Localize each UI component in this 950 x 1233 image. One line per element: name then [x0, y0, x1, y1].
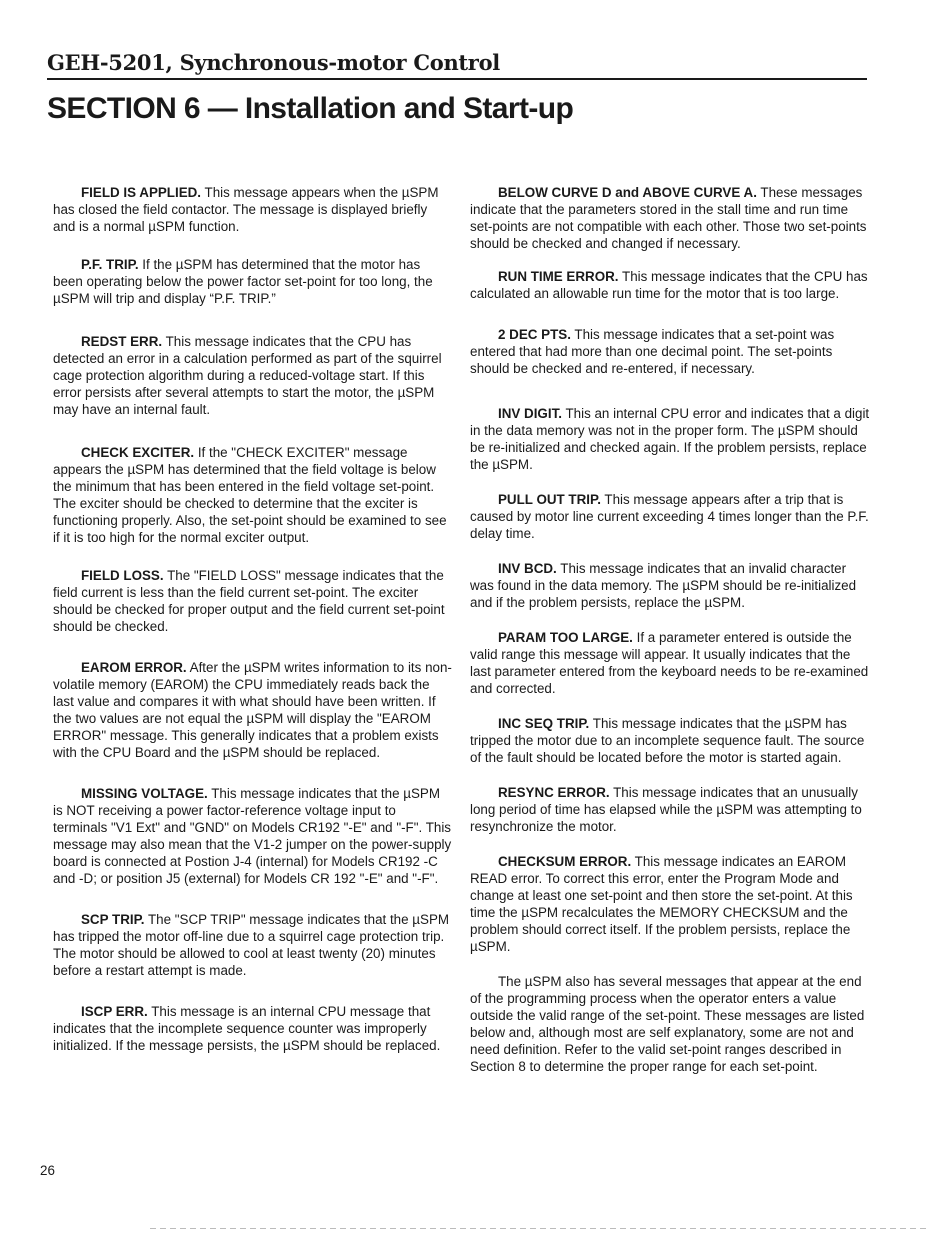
- message-paragraph: [470, 405, 872, 473]
- message-description: This message indicates that the µSPM has tripped the motor due to an incomplete sequence fault. The source of the fault should be located before the motor is started again.: [470, 716, 865, 765]
- message-paragraph: [470, 491, 872, 542]
- right-column: [470, 184, 872, 1075]
- message-term: ISCP ERR.: [81, 1004, 148, 1019]
- message-paragraph: [470, 326, 872, 377]
- message-paragraph: [470, 184, 872, 252]
- message-paragraph: [470, 268, 872, 302]
- message-description: This message is an internal CPU message that indicates that the incomplete sequence counter was improperly initialized. If the message persists, the µSPM should be replaced.: [53, 1004, 441, 1053]
- section-title: SECTION 6 — Installation and Start-up: [47, 92, 574, 125]
- message-paragraph: [53, 444, 453, 546]
- message-description: If the µSPM has determined that the motor has been operating below the power factor set-point for too long, the µSPM will trip and display “P.F. TRIP.”: [53, 257, 433, 306]
- message-term: FIELD IS APPLIED.: [81, 185, 202, 200]
- message-term: REDST ERR.: [81, 334, 163, 349]
- message-term: P.F. TRIP.: [81, 257, 139, 272]
- message-term: PARAM TOO LARGE.: [498, 630, 633, 645]
- message-description: This message appears when the µSPM has closed the field contactor. The message is displayed briefly and is a normal µSPM function.: [53, 185, 439, 234]
- document-header-title: GEH-5201, Synchronous-motor Control: [47, 50, 500, 75]
- message-description: This message indicates that the CPU has calculated an allowable run time for the motor that is too large.: [470, 269, 868, 301]
- message-description: This an internal CPU error and indicates that a digit in the data memory was not in the proper form. The µSPM should be re-initialized and checked again. If the problem persists, replace the µSPM.: [470, 406, 870, 472]
- message-paragraph: [53, 911, 453, 979]
- message-description: The "FIELD LOSS" message indicates that the field current is less than the field current set-point. The exciter should be checked for proper output and the field current set-point should be checked.: [53, 568, 445, 634]
- message-term: BELOW CURVE D and ABOVE CURVE A.: [498, 185, 757, 200]
- message-paragraph: [470, 560, 872, 611]
- message-description: If a parameter entered is outside the valid range this message will appear. It usually indicates that the last parameter entered from the keyboard needs to be re-examined and corrected.: [470, 630, 869, 696]
- message-description: This message indicates an EAROM READ error. To correct this error, enter the Program Mode and change at least one set-point and then store the set-point. At this time the µSPM recalculates the MEMORY CHECKSUM and the problem should correct itself. If the problem persists, replace the µSPM.: [470, 854, 853, 954]
- header-rule: [47, 78, 867, 80]
- message-term: PULL OUT TRIP.: [498, 492, 601, 507]
- message-description: These messages indicate that the parameters stored in the stall time and run time set-points are not compatible with each other. Those two set-points should be checked and changed if necessary.: [470, 185, 867, 251]
- message-paragraph: [470, 784, 872, 835]
- page-number: 26: [40, 1163, 55, 1178]
- message-term: FIELD LOSS.: [81, 568, 164, 583]
- closing-paragraph: [470, 973, 872, 1075]
- message-description: This message indicates that the CPU has detected an error in a calculation performed as part of the squirrel cage protection algorithm during a reduced-voltage start. If this error persists after several attempts to start the motor, the µSPM may have an internal fault.: [53, 334, 442, 417]
- message-paragraph: [470, 853, 872, 955]
- message-term: INC SEQ TRIP.: [498, 716, 590, 731]
- message-paragraph: [53, 785, 453, 887]
- message-description: The "SCP TRIP" message indicates that the µSPM has tripped the motor off-line due to a squirrel cage protection trip. The motor should be allowed to cool at least twenty (20) minutes before a restart attempt is made.: [53, 912, 450, 978]
- message-term: SCP TRIP.: [81, 912, 145, 927]
- message-term: INV BCD.: [498, 561, 557, 576]
- message-term: INV DIGIT.: [498, 406, 562, 421]
- message-term: EAROM ERROR.: [81, 660, 187, 675]
- message-term: CHECKSUM ERROR.: [498, 854, 632, 869]
- message-description: If the "CHECK EXCITER" message appears the µSPM has determined that the field voltage is below the minimum that has been entered in the field voltage set-point. The exciter should be checked to determine that the exciter is functioning properly. Also, the set-point should be examined to see if it is too high for the normal exciter output.: [53, 445, 447, 545]
- bottom-scan-rule: [150, 1228, 930, 1229]
- message-description: The µSPM also has several messages that appear at the end of the programming process when the operator enters a value outside the valid range of the set-point. These messages are listed below and, although most are self explanatory, some are not and need definition. Refer to the valid set-point ranges described in Section 8 to determine the proper range for each set-point.: [470, 974, 865, 1074]
- left-column: [53, 184, 453, 1054]
- message-term: RESYNC ERROR.: [498, 785, 610, 800]
- message-term: MISSING VOLTAGE.: [81, 786, 208, 801]
- message-paragraph: [53, 184, 453, 235]
- message-term: 2 DEC PTS.: [498, 327, 571, 342]
- message-paragraph: [53, 1003, 453, 1054]
- message-description: This message indicates that a set-point was entered that had more than one decimal point. The set-points should be checked and re-entered, if necessary.: [470, 327, 835, 376]
- message-paragraph: [53, 659, 453, 761]
- message-paragraph: [53, 333, 453, 418]
- message-paragraph: [470, 715, 872, 766]
- message-paragraph: [53, 567, 453, 635]
- message-description: This message indicates that an unusually long period of time has elapsed while the µSPM was attempting to resynchronize the motor.: [470, 785, 862, 834]
- message-paragraph: [53, 256, 453, 307]
- message-description: After the µSPM writes information to its non-volatile memory (EAROM) the CPU immediately reads back the last value and compares it with what should have been written. If the two values are not equal the µSPM will display the "EAROM ERROR" message. This generally indicates that a problem exists with the CPU Board and the µSPM should be replaced.: [53, 660, 452, 760]
- message-description: This message appears after a trip that is caused by motor line current exceeding 4 times longer than the P.F. delay time.: [470, 492, 869, 541]
- message-term: RUN TIME ERROR.: [498, 269, 619, 284]
- message-description: This message indicates that the µSPM is NOT receiving a power factor-reference voltage input to terminals "V1 Ext" and "GND" on Models CR192 "-E" and "-F". This message may also mean that the V1-2 jumper on the power-supply board is connected at Postion J-4 (internal) for Models CR192 -C and -D; or position J5 (external) for Models CR 192 "-E" and "-F".: [53, 786, 452, 886]
- message-term: CHECK EXCITER.: [81, 445, 195, 460]
- message-description: This message indicates that an invalid character was found in the data memory. The µSPM should be re-initialized and if the problem persists, replace the µSPM.: [470, 561, 857, 610]
- message-paragraph: [470, 629, 872, 697]
